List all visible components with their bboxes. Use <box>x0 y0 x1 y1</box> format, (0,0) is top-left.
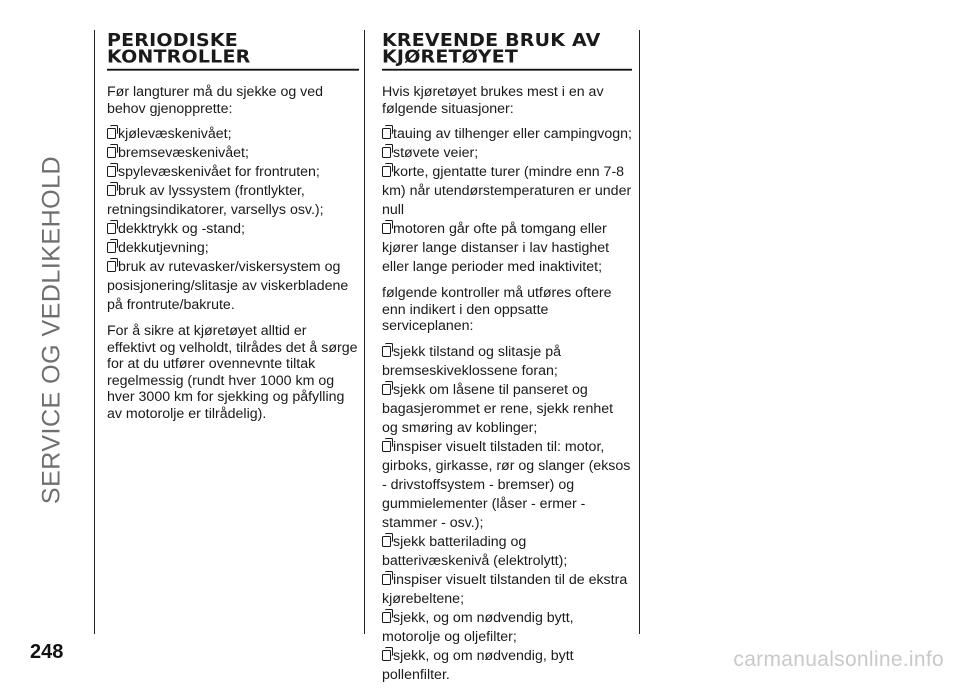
list-item-text: sjekk tilstand og slitasje på bremseskiveklossene foran; <box>382 343 561 379</box>
column-periodic-checks <box>107 32 359 430</box>
heading-demanding-use <box>382 32 632 71</box>
list-item <box>382 144 632 163</box>
checkbox-bullet-icon <box>382 346 391 357</box>
closing-paragraph: For å sikre at kjøretøyet alltid er effektivt og velholdt, tilrådes det å sørge for at du utfører ovennevnte tiltak regelmessig (rundt hver 1000 km og hver 3000 km for sjekking og påfylling av motorolje er tilrådelig). <box>107 323 358 422</box>
checkbox-bullet-icon <box>107 242 116 253</box>
checkbox-bullet-icon <box>107 147 116 158</box>
list-item-text: tauing av tilhenger eller campingvogn; <box>393 126 632 142</box>
list-item-text: motoren går ofte på tomgang eller kjører lange distanser i lav hastighet eller lange perioder med inaktivitet; <box>382 221 610 275</box>
extra-checks-list <box>382 343 632 685</box>
list-item <box>107 220 359 239</box>
column-divider-left <box>364 30 365 634</box>
checkbox-bullet-icon <box>382 612 391 623</box>
checkbox-bullet-icon <box>382 441 391 452</box>
list-item-text: kjølevæskenivået; <box>118 126 232 142</box>
column-divider-right <box>639 30 640 634</box>
checkbox-bullet-icon <box>382 223 391 234</box>
checkbox-bullet-icon <box>382 147 391 158</box>
checkbox-bullet-icon <box>382 574 391 585</box>
intro-paragraph: Hvis kjøretøyet brukes mest i en av følgende situasjoner: <box>382 84 604 117</box>
list-item <box>107 239 359 258</box>
list-item <box>107 163 359 182</box>
list-item-text: sjekk, og om nødvendig, bytt pollenfilter. <box>382 647 574 683</box>
list-item-text: bruk av rutevasker/viskersystem og posisjonering/slitasje av viskerbladene på frontrute/bakrute. <box>107 259 349 313</box>
heading-line-1: PERIODISKE <box>107 30 238 51</box>
list-item <box>107 125 359 144</box>
list-item <box>382 343 632 381</box>
checkbox-bullet-icon <box>382 536 391 547</box>
list-item-text: bremsevæskenivået; <box>118 145 249 161</box>
list-item-text: korte, gjentatte turer (mindre enn 7-8 km) når utendørstemperaturen er under null <box>382 164 632 218</box>
heading-periodic-checks <box>107 32 359 71</box>
list-item <box>382 125 632 144</box>
list-item-text: dekktrykk og -stand; <box>118 221 245 237</box>
list-item <box>107 258 359 315</box>
list-item <box>382 163 632 220</box>
checklist-before-trips <box>107 125 359 315</box>
checkbox-bullet-icon <box>107 223 116 234</box>
list-item <box>107 182 359 220</box>
middle-paragraph: følgende kontroller må utføres oftere enn indikert i den oppsatte serviceplanen: <box>382 285 612 334</box>
watermark: carmanualsonline.info <box>733 648 944 671</box>
heading-line-2: KJØRETØYET <box>382 46 519 67</box>
list-item-text: sjekk, og om nødvendig bytt, motorolje og oljefilter; <box>382 609 574 645</box>
chapter-side-label: SERVICE OG VEDLIKEHOLD <box>37 155 66 505</box>
checkbox-bullet-icon <box>382 650 391 661</box>
checkbox-bullet-icon <box>107 166 116 177</box>
checkbox-bullet-icon <box>107 261 116 272</box>
checkbox-bullet-icon <box>382 128 391 139</box>
heading-line-1: KREVENDE BRUK AV <box>382 30 601 51</box>
intro-paragraph: Før langturer må du sjekke og ved behov gjenopprette: <box>107 84 324 117</box>
list-item-text: bruk av lyssystem (frontlykter, retningsindikatorer, varsellys osv.); <box>107 183 324 218</box>
list-item-text: inspiser visuelt tilstaden til: motor, girboks, girkasse, rør og slanger (eksos - drivstoffsystem - bremser) og gummielementer (låser - ermer - stammer - osv.); <box>382 438 631 531</box>
list-item <box>382 381 632 438</box>
list-item-text: inspiser visuelt tilstanden til de ekstra kjørebeltene; <box>382 571 628 607</box>
checkbox-bullet-icon <box>382 166 391 177</box>
list-item <box>107 144 359 163</box>
page-number: 248 <box>30 641 64 663</box>
side-divider <box>94 30 95 634</box>
list-item <box>382 438 632 533</box>
list-item <box>382 609 632 647</box>
list-item <box>382 533 632 571</box>
list-item-text: dekkutjevning; <box>118 240 209 256</box>
list-item-text: sjekk om låsene til panseret og bagasjerommet er rene, sjekk renhet og smøring av koblinger; <box>382 381 614 436</box>
heading-line-2: KONTROLLER <box>107 46 251 67</box>
list-item <box>382 647 632 685</box>
list-item-text: spylevæskenivået for frontruten; <box>118 164 320 180</box>
list-item-text: støvete veier; <box>393 145 479 161</box>
column-demanding-use <box>382 32 632 693</box>
list-item <box>382 571 632 609</box>
list-item <box>382 220 632 277</box>
list-item-text: sjekk batterilading og batterivæskenivå (elektrolytt); <box>382 533 568 569</box>
checkbox-bullet-icon <box>107 128 116 139</box>
condition-list <box>382 125 632 277</box>
checkbox-bullet-icon <box>107 185 116 196</box>
checkbox-bullet-icon <box>382 384 391 395</box>
